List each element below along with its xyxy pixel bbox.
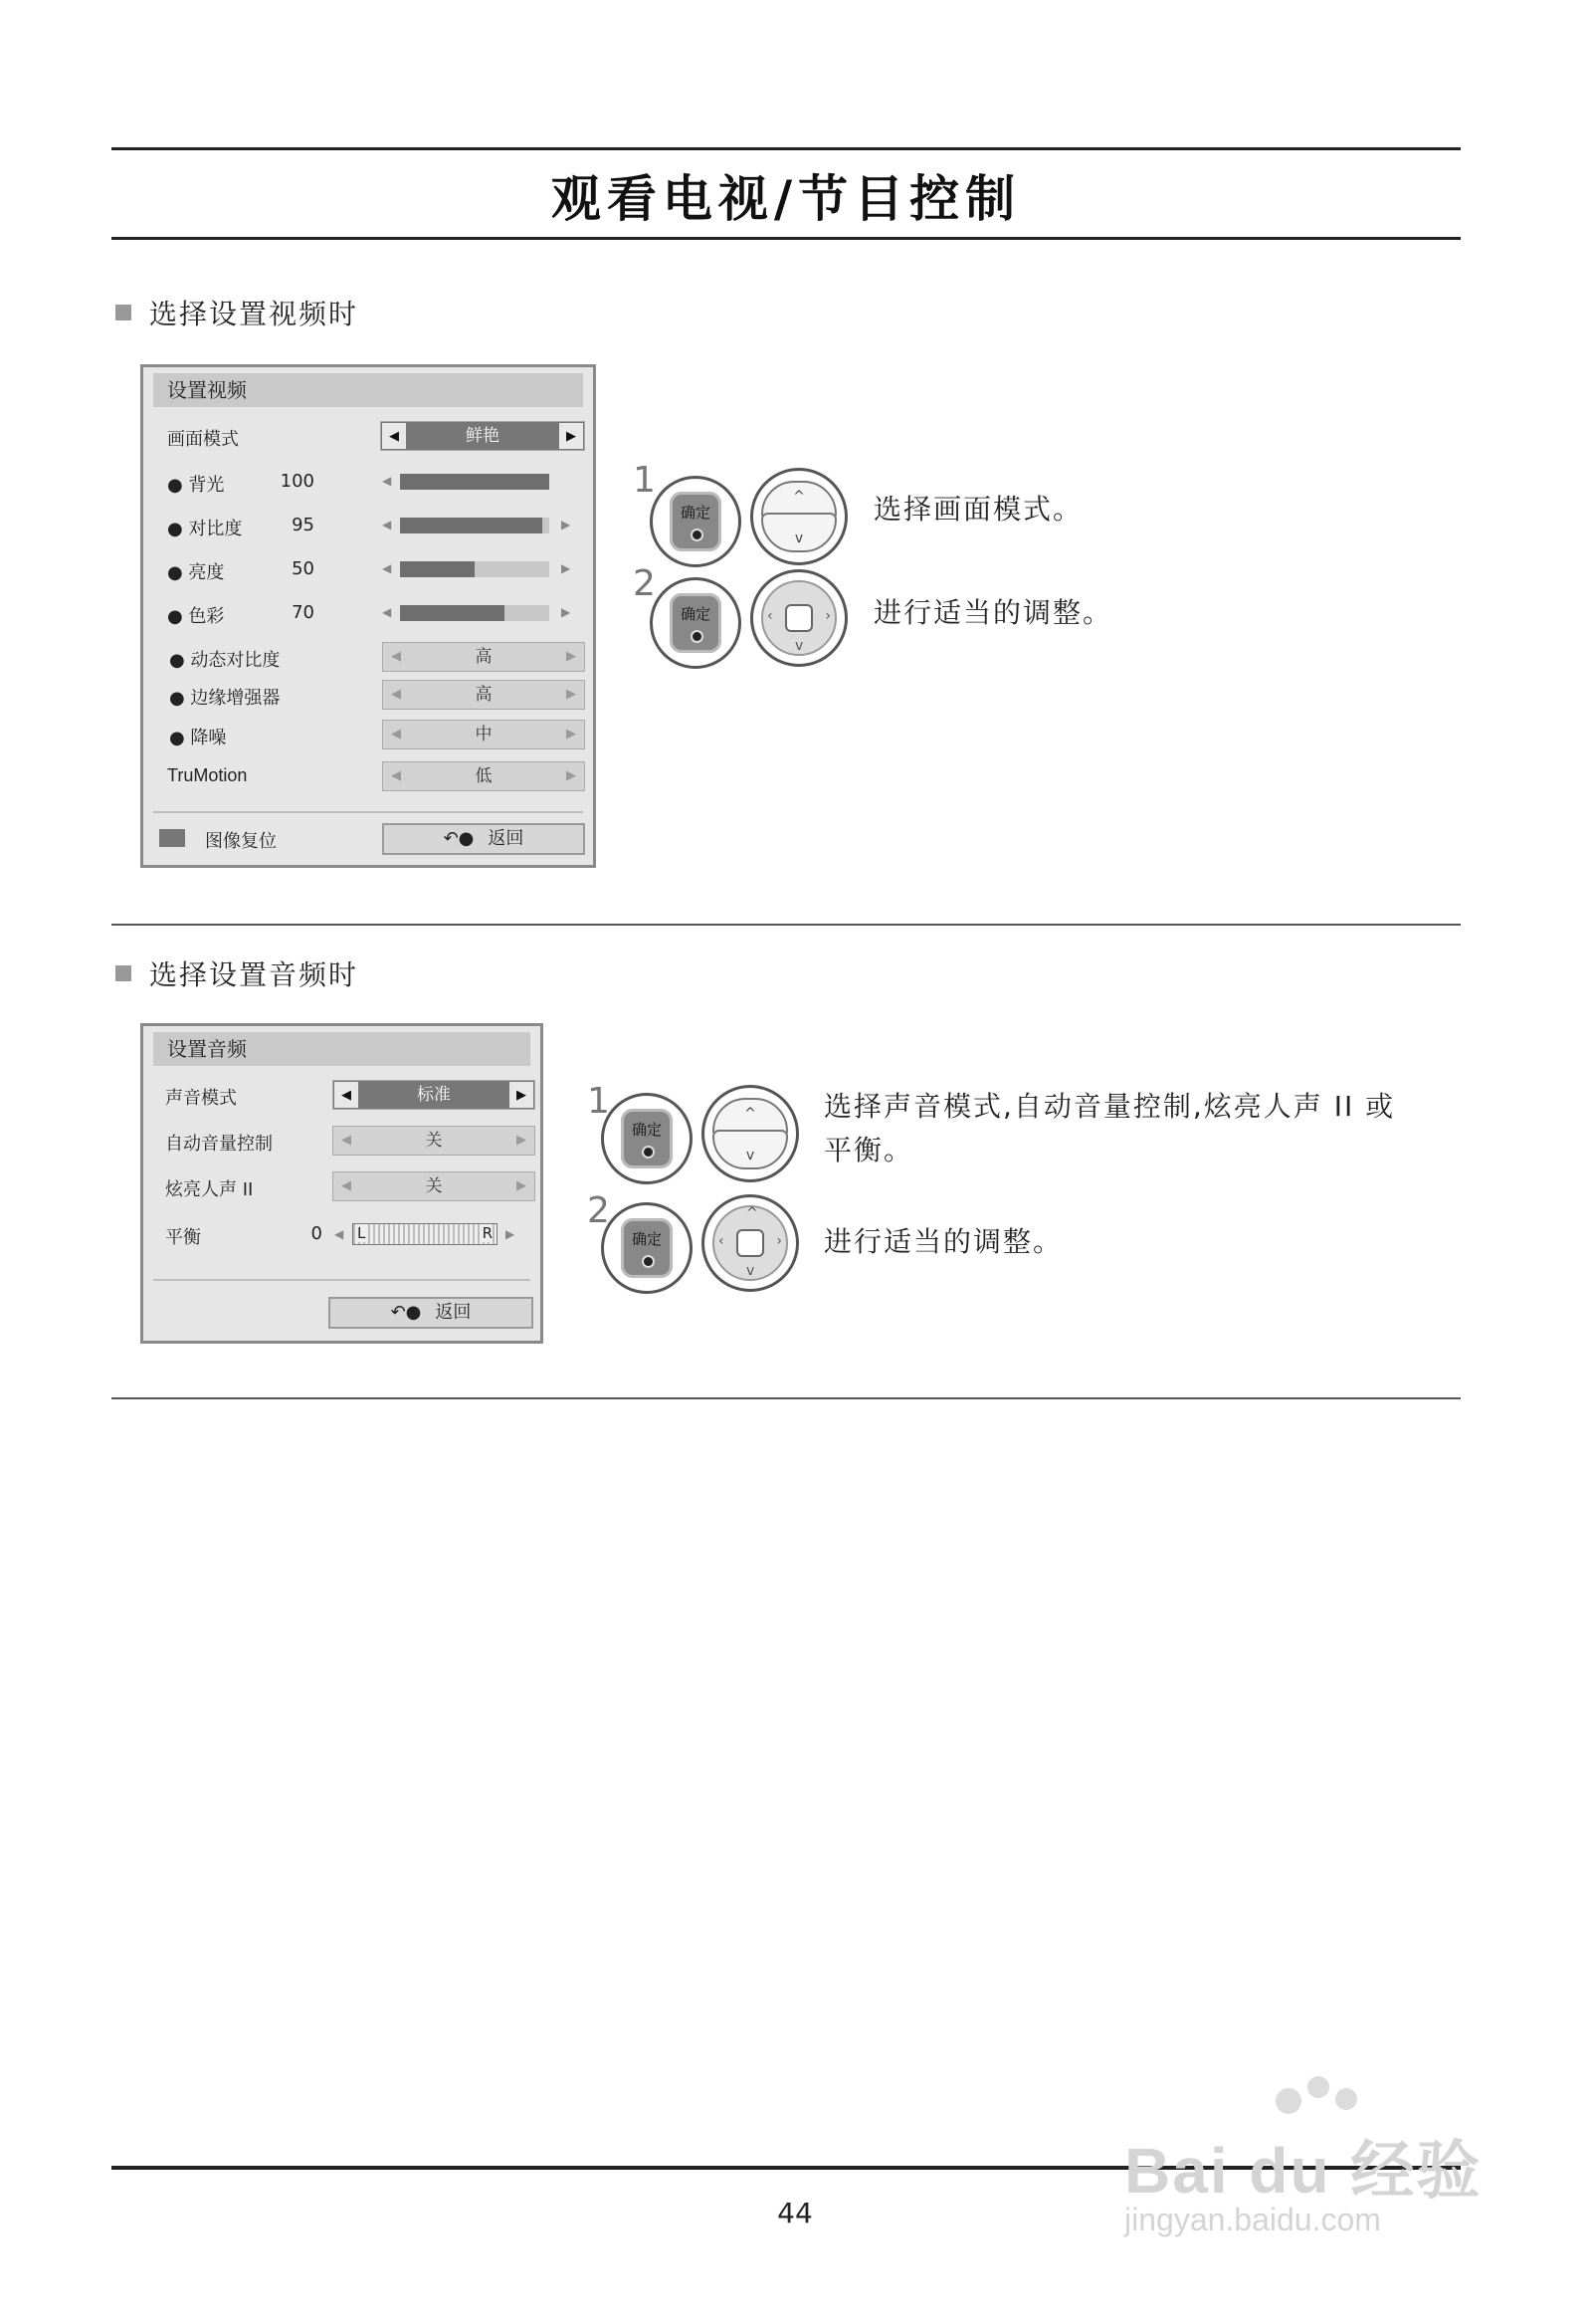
sound-mode-selector[interactable]	[332, 1080, 535, 1110]
selector[interactable]	[382, 720, 585, 749]
watermark-paw-icon	[1276, 2088, 1301, 2114]
balance-right-label: R	[482, 1224, 493, 1242]
slider-row-brightness[interactable]	[143, 554, 593, 584]
sound-mode-label: 声音模式	[165, 1088, 237, 1109]
selector[interactable]	[382, 642, 585, 672]
selector-value: 高	[475, 685, 493, 705]
menu-divider	[153, 1279, 530, 1281]
chevron-right-icon[interactable]: ▶	[561, 561, 571, 575]
step-instruction-line2: 平衡。	[824, 1134, 914, 1166]
chevron-left-icon[interactable]: ‹	[718, 1233, 724, 1249]
picture-mode-row[interactable]	[143, 421, 593, 451]
step-instruction: 进行适当的调整。	[874, 596, 1113, 629]
navigation-pad[interactable]	[750, 569, 848, 667]
chevron-down-icon[interactable]: v	[746, 1263, 755, 1279]
ok-button[interactable]	[650, 476, 741, 567]
chevron-right-icon[interactable]: ▶	[558, 422, 584, 450]
selector-row-trumotion[interactable]	[143, 761, 593, 791]
chevron-right-icon[interactable]: ▶	[566, 649, 576, 664]
chevron-left-icon[interactable]: ◀	[382, 605, 392, 619]
picture-mode-label: 画面模式	[167, 429, 239, 450]
audio-section-heading: 选择设置音频时	[115, 953, 358, 993]
up-down-button[interactable]	[701, 1085, 799, 1182]
sound-mode-row[interactable]	[143, 1080, 540, 1110]
chevron-right-icon[interactable]: ›	[825, 608, 831, 624]
ok-button[interactable]	[601, 1202, 693, 1294]
slider-bar[interactable]	[400, 561, 549, 577]
center-square[interactable]	[785, 604, 813, 632]
balance-left-label: L	[357, 1224, 366, 1242]
slider-row-backlight[interactable]	[143, 467, 593, 497]
selector-label: ● 边缘增强器	[169, 688, 281, 709]
selector-row-auto-volume[interactable]	[143, 1126, 540, 1156]
reset-label[interactable]: 图像复位	[205, 831, 277, 852]
step-number: 1	[633, 460, 656, 501]
chevron-left-icon[interactable]: ◀	[391, 687, 401, 702]
chevron-left-icon[interactable]: ◀	[333, 1081, 359, 1109]
audio-settings-menu	[140, 1023, 543, 1344]
bullet-square-icon	[115, 305, 131, 320]
chevron-right-icon[interactable]: ▶	[505, 1227, 515, 1241]
slider-label: ● 背光	[167, 475, 225, 496]
chevron-right-icon[interactable]: ›	[776, 1233, 782, 1249]
chevron-down-icon[interactable]: v	[712, 1130, 788, 1169]
step-number: 2	[587, 1190, 610, 1231]
chevron-up-icon[interactable]: ^	[712, 1098, 788, 1138]
slider-row-contrast[interactable]	[143, 511, 593, 540]
watermark-paw-toe	[1307, 2076, 1329, 2098]
chevron-right-icon[interactable]: ▶	[566, 727, 576, 741]
selector-label: 炫亮人声 II	[165, 1179, 254, 1200]
chevron-right-icon[interactable]: ▶	[508, 1081, 534, 1109]
ok-button[interactable]	[650, 577, 741, 669]
picture-mode-selector[interactable]	[380, 421, 585, 451]
slider-value: 100	[280, 471, 314, 492]
chevron-right-icon[interactable]: ▶	[516, 1133, 526, 1148]
chevron-left-icon[interactable]: ◀	[382, 474, 392, 488]
slider-label: ● 色彩	[167, 606, 225, 627]
watermark-paw-toe	[1335, 2088, 1357, 2110]
selector[interactable]	[332, 1171, 535, 1201]
slider-label: ● 亮度	[167, 562, 225, 583]
selector-row-clear-voice[interactable]	[143, 1171, 540, 1201]
chevron-right-icon[interactable]: ▶	[566, 768, 576, 783]
red-key-swatch	[159, 829, 185, 847]
center-square[interactable]	[736, 1229, 764, 1257]
selector-label: ● 降噪	[169, 728, 227, 748]
selector-value: 低	[475, 766, 493, 786]
selector[interactable]	[382, 761, 585, 791]
chevron-left-icon[interactable]: ◀	[382, 561, 392, 575]
top-rule	[111, 147, 1461, 150]
selector-value: 关	[425, 1176, 443, 1196]
chevron-up-icon[interactable]: ^	[761, 481, 837, 521]
back-button[interactable]: ↶● 返回	[328, 1297, 533, 1329]
balance-value: 0	[310, 1223, 322, 1244]
chevron-right-icon[interactable]: ▶	[566, 687, 576, 702]
slider-label: ● 对比度	[167, 519, 243, 539]
back-button[interactable]: ↶● 返回	[382, 823, 585, 855]
balance-row[interactable]	[143, 1219, 540, 1249]
selector[interactable]	[332, 1126, 535, 1156]
menu-title: 设置音频	[153, 1032, 530, 1066]
chevron-left-icon[interactable]: ‹	[767, 608, 773, 624]
chevron-down-icon[interactable]: v	[761, 513, 837, 552]
watermark-url: jingyan.baidu.com	[1124, 2202, 1381, 2237]
chevron-left-icon[interactable]: ◀	[391, 768, 401, 783]
step-number: 2	[633, 563, 656, 604]
slider-value: 70	[292, 602, 314, 623]
step-instruction: 进行适当的调整。	[824, 1225, 1064, 1258]
chevron-left-icon[interactable]: ◀	[341, 1178, 351, 1193]
step-instruction: 选择画面模式。	[874, 493, 1084, 526]
chevron-right-icon[interactable]: ▶	[561, 518, 571, 531]
up-down-button[interactable]	[750, 468, 848, 565]
ok-label: 确定	[680, 504, 710, 522]
menu-title: 设置视频	[153, 373, 583, 407]
return-arrow-icon: ↶●	[443, 828, 475, 849]
selector-label: 自动音量控制	[165, 1134, 273, 1155]
chevron-right-icon[interactable]: ▶	[561, 605, 571, 619]
ok-button[interactable]	[601, 1093, 693, 1184]
ok-label: 确定	[631, 1230, 662, 1248]
video-section-heading: 选择设置视频时	[115, 293, 358, 332]
selector-row-noise-reduction[interactable]	[143, 720, 593, 749]
selector-label: ● 动态对比度	[169, 650, 281, 671]
video-settings-menu	[140, 364, 596, 868]
section-rule	[111, 924, 1461, 926]
picture-mode-value: 鲜艳	[407, 422, 558, 450]
step-number: 1	[587, 1081, 610, 1122]
slider-value: 50	[292, 558, 314, 579]
step-instruction-line1: 选择声音模式,自动音量控制,炫亮人声 II 或	[824, 1090, 1396, 1123]
selector-label: TruMotion	[167, 765, 248, 785]
selector-value: 关	[425, 1131, 443, 1151]
selector-value: 高	[475, 647, 493, 667]
balance-label: 平衡	[165, 1227, 201, 1248]
navigation-pad[interactable]	[701, 1194, 799, 1292]
slider-row-color[interactable]	[143, 598, 593, 628]
chevron-left-icon[interactable]: ◀	[334, 1227, 344, 1241]
return-arrow-icon: ↶●	[390, 1302, 422, 1323]
chevron-up-icon[interactable]: ^	[746, 1205, 758, 1221]
bullet-square-icon	[115, 965, 131, 981]
chevron-left-icon[interactable]: ◀	[382, 518, 392, 531]
chevron-left-icon[interactable]: ◀	[391, 649, 401, 664]
chevron-down-icon[interactable]: v	[795, 638, 804, 654]
selector-row-dynamic-contrast[interactable]	[143, 642, 593, 672]
chevron-left-icon[interactable]: ◀	[341, 1133, 351, 1148]
page-number: 44	[777, 2197, 813, 2229]
sound-mode-value: 标准	[359, 1081, 508, 1109]
selector-value: 中	[475, 725, 493, 744]
selector[interactable]	[382, 680, 585, 710]
balance-bar[interactable]	[352, 1223, 497, 1245]
page-title: 观看电视/节目控制	[550, 170, 1022, 228]
selector-row-edge-enhancer[interactable]	[143, 680, 593, 710]
ok-label: 确定	[631, 1121, 662, 1139]
watermark-brand: Bai du 经验	[1124, 2135, 1483, 2207]
chevron-left-icon[interactable]: ◀	[381, 422, 407, 450]
slider-bar[interactable]	[400, 605, 549, 621]
slider-value: 95	[292, 515, 314, 535]
section-rule	[111, 1397, 1461, 1399]
menu-divider	[153, 811, 583, 813]
slider-bar[interactable]	[400, 474, 549, 490]
slider-bar[interactable]	[400, 518, 549, 533]
chevron-left-icon[interactable]: ◀	[391, 727, 401, 741]
chevron-right-icon[interactable]: ▶	[516, 1178, 526, 1193]
ok-label: 确定	[680, 605, 710, 623]
title-rule	[111, 237, 1461, 240]
